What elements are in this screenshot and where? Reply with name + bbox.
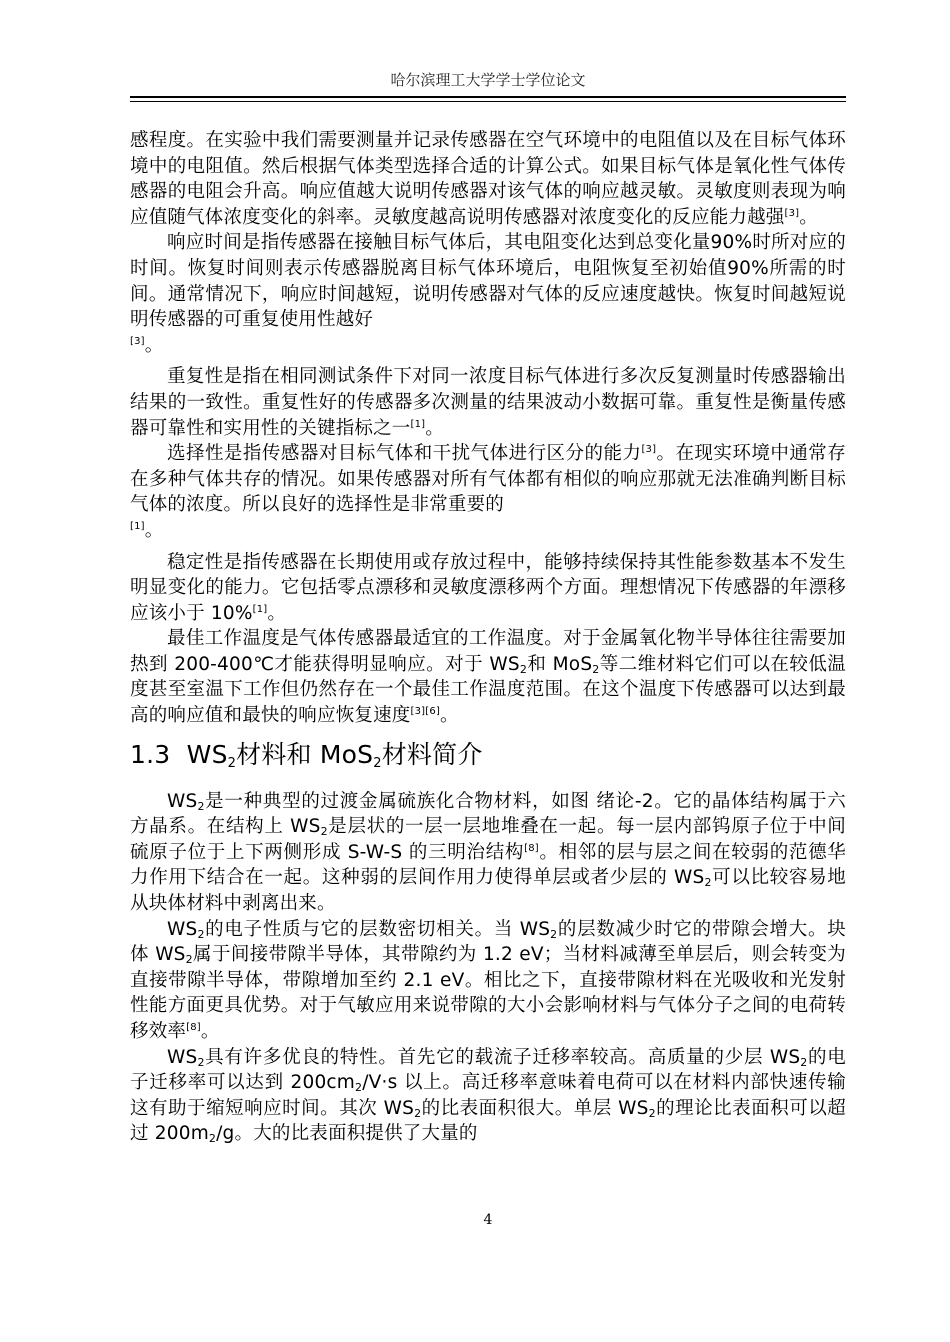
subscript: 2 xyxy=(227,755,237,771)
text-run: 。 xyxy=(200,1021,220,1042)
text-run: 的电子性质与它的层数密切相关。当 WS xyxy=(204,918,551,940)
text-run: 稳定性是指传感器在长期使用或存放过程中，能够持续保持其性能参数基本不发生明显变化的能力。它包括零点漂移和灵敏度漂移两个方面。理想情况下传感器的年漂移应该小于 10% xyxy=(130,551,846,624)
text-run: 感程度。在实验中我们需要测量并记录传感器在空气环境中的电阻值以及在目标气体环境中的电阻值。然后根据气体类型选择合适的计算公式。如果目标气体是氧化性气体传感器的电阻会升高。响应值越大说明传感器对该气体的响应越灵敏。灵敏度则表现为响应值随气体浓度变化的斜率。灵敏度越高说明传感器对浓度变化的反应能力越强 xyxy=(130,130,846,228)
citation: [3][6] xyxy=(410,706,441,718)
text-run: 。 xyxy=(144,519,164,541)
subscript: 2 xyxy=(373,755,382,771)
section-number: 1.3 xyxy=(130,739,171,769)
text-run: 的比表面积很大。单层 WS xyxy=(421,1097,649,1119)
text-run: 的理论比表面积可以超过 200m xyxy=(130,1097,846,1145)
text-run: WS xyxy=(167,790,198,812)
text-run: 。 xyxy=(267,602,287,624)
subscript: 2 xyxy=(208,1132,217,1146)
text-run: 是层状的一层一层地堆叠在一起。每一层内部钨原子位于中间硫原子位于上下两侧形成 S-W-S 的三明治结构 xyxy=(130,816,846,863)
subscript: 2 xyxy=(704,876,712,890)
text-run: 最佳工作温度是气体传感器最适宜的工作温度。对于金属氧化物半导体往往需要加热到 200-400℃才能获得明显响应。对于 WS xyxy=(130,628,846,675)
paragraph-stability xyxy=(130,550,846,627)
text-run: 。在现实环境中通常存在多种气体共存的情况。如果传感器对所有气体都有相似的响应那就无法准确判断目标气体的浓度。所以良好的选择性是非常重要的 xyxy=(130,443,846,516)
text-run: 响应时间是指传感器在接触目标气体后，其电阻变化达到总变化量90%时所对应的时间。恢复时间则表示传感器脱离目标气体环境后，电阻恢复至初始值90%所需的时间。通常情况下，响应时间越短，说明传感器对气体的反应速度越快。恢复时间越短说明传感器的可重复使用性越好 xyxy=(130,232,846,331)
subscript: 2 xyxy=(320,825,328,839)
subscript: 2 xyxy=(414,1106,422,1120)
paragraph-ws2-structure xyxy=(130,789,846,917)
subscript: 2 xyxy=(185,953,193,967)
subscript: 2 xyxy=(197,927,205,941)
text-run: WS xyxy=(167,1046,198,1068)
text-run: 等二维材料它们可以在较低温度甚至室温下工作但仍然存在一个最佳工作温度范围。在这个温度下传感器可以达到最高的响应值和最快的响应恢复速度 xyxy=(130,653,846,727)
header-rule-thin xyxy=(130,101,846,102)
running-header: 哈尔滨理工大学学士学位论文 xyxy=(390,71,586,89)
section-heading xyxy=(130,737,846,773)
page-number: 4 xyxy=(483,1212,493,1228)
citation: [8] xyxy=(186,1022,201,1033)
text-run: 属于间接带隙半导体，其带隙约为 1.2 eV；当材料减薄至单层后，则会转变为直接带隙半导体，带隙增加至约 2.1 eV。相比之下，直接带隙材料在光吸收和光发射性能方面更具优势。对于气敏应用来说带隙的大小会影响材料与气体分子之间的电荷转移效率 xyxy=(130,944,847,1042)
text-run: 选择性是指传感器对目标气体和干扰气体进行区分的能力 xyxy=(167,443,642,465)
subscript: 2 xyxy=(648,1106,656,1120)
paragraph-repeatability xyxy=(130,364,846,441)
text-run: /g。大的比表面积提供了大量的 xyxy=(216,1123,478,1145)
subscript: 2 xyxy=(592,662,600,676)
citation: [1] xyxy=(410,418,426,430)
paragraph-ws2-properties xyxy=(130,1045,846,1147)
text-run: 材料简介 xyxy=(381,739,483,769)
subscript: 2 xyxy=(800,1055,808,1069)
citation: [1] xyxy=(130,520,145,532)
text-run: 可以比较容易地从块体材料中剥离出来。 xyxy=(130,867,846,915)
text-run: 的层数减少时它的带隙会增大。块体 WS xyxy=(130,918,846,966)
citation: [1] xyxy=(252,603,268,615)
subscript: 2 xyxy=(197,799,205,813)
subscript: 2 xyxy=(519,662,528,676)
header-rule-thick xyxy=(130,96,846,98)
subscript: 2 xyxy=(197,1055,205,1069)
citation: [3] xyxy=(784,207,800,219)
text-run: 。 xyxy=(440,705,459,727)
text-run: 。相邻的层与层之间在较弱的范德华力作用下结合在一起。这种弱的层间作用力使得单层或者少层的 WS xyxy=(130,841,846,889)
text-run: 材料和 MoS xyxy=(236,739,374,769)
citation: [3] xyxy=(130,335,145,347)
text-run: 的电子迁移率可以达到 200cm xyxy=(130,1046,846,1094)
citation: [3] xyxy=(641,444,657,456)
text-run: 。 xyxy=(799,206,818,228)
text-run: 是一种典型的过渡金属硫族化合物材料，如图 绪论-2。它的晶体结构属于六方晶系。在结构上 WS xyxy=(130,790,846,838)
citation: [8] xyxy=(524,842,539,854)
page-body xyxy=(130,128,846,1147)
text-run: WS xyxy=(167,918,198,940)
text-run: WS xyxy=(186,739,228,769)
text-run: /V·s 以上。高迁移率意味着电荷可以在材料内部快速传输这有助于缩短响应时间。其次 WS xyxy=(130,1072,847,1119)
paragraph-selectivity xyxy=(130,441,846,543)
paragraph-ws2-electronic xyxy=(130,917,846,1045)
paragraph-sensitivity xyxy=(130,128,846,230)
subscript: 2 xyxy=(355,1081,363,1095)
subscript: 2 xyxy=(550,927,558,941)
text-run: 。 xyxy=(425,417,444,439)
text-run: 。 xyxy=(144,334,164,356)
text-run: 重复性是指在相同测试条件下对同一浓度目标气体进行多次反复测量时传感器输出结果的一致性。重复性好的传感器多次测量的结果波动小数据可靠。重复性是衡量传感器可靠性和实用性的关键指标之一 xyxy=(130,366,846,439)
paragraph-operating-temperature xyxy=(130,626,846,728)
paragraph-response-time xyxy=(130,230,846,358)
text-run: 和 MoS xyxy=(527,653,593,675)
text-run: 具有许多优良的特性。首先它的载流子迁移率较高。高质量的少层 WS xyxy=(204,1046,801,1068)
